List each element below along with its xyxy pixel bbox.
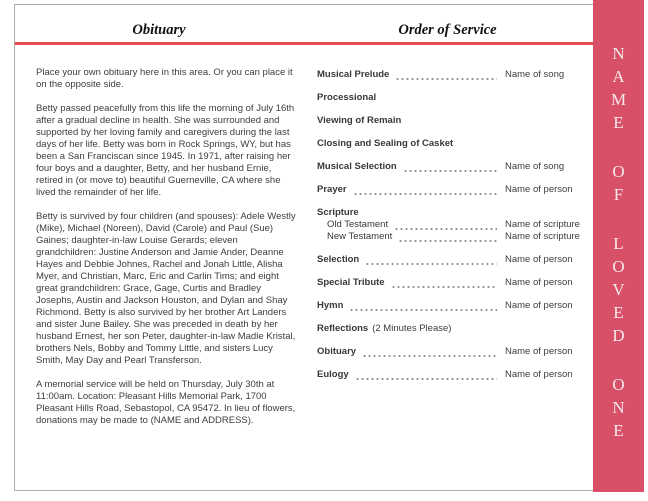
name-strip-letters	[593, 0, 644, 442]
strip-letter: D	[612, 325, 625, 345]
order-of-service-header: Order of Service	[398, 22, 497, 38]
service-item-value: Name of scripture	[505, 231, 580, 242]
strip-word	[612, 160, 624, 206]
obituary-header: Obituary	[132, 22, 186, 38]
dotted-leader	[362, 353, 497, 357]
service-item-label: Selection	[317, 254, 360, 265]
service-row-prayer	[317, 184, 585, 196]
service-row-hymn	[317, 300, 585, 312]
service-subrow-old-testament	[317, 219, 585, 231]
service-row-selection	[317, 254, 585, 266]
service-row-scripture-group	[317, 207, 585, 243]
obituary-paragraph: Betty passed peacefully from this life the morning of July 16th after a gradual decline in health. She was surrounded and supported by her loving family and caregivers during the last days of her life. Betty was born in Rock Springs, WY, but has been a San Franciscan since 1945. In 1971, after raising her four boys and a daughter, Betty, and her husband Ernie, retired in (or move to) beautiful Guerneville, CA where she lived the remainder of her life.	[36, 103, 295, 198]
dotted-leader	[398, 238, 497, 242]
service-item-note: (2 Minutes Please)	[372, 323, 452, 334]
order-of-service-section	[317, 69, 585, 392]
strip-letter: N	[612, 397, 625, 417]
dotted-leader	[403, 168, 497, 172]
strip-letter: O	[612, 256, 625, 276]
service-item-label: Viewing of Remain	[317, 115, 402, 126]
strip-word	[612, 373, 624, 442]
service-subrow-new-testament	[317, 231, 585, 243]
service-item-value: Name of person	[505, 277, 573, 288]
name-strip	[593, 0, 644, 492]
service-row-closing-casket	[317, 138, 585, 150]
service-item-label: Obituary	[317, 346, 357, 357]
service-item-label: Musical Selection	[317, 161, 397, 172]
obituary-section	[36, 67, 296, 439]
service-item-value: Name of person	[505, 254, 573, 265]
service-row-musical-selection	[317, 161, 585, 173]
service-item-label: Closing and Sealing of Casket	[317, 138, 454, 149]
dotted-leader	[365, 261, 497, 265]
dotted-leader	[349, 307, 497, 311]
service-row-processional	[317, 92, 585, 104]
service-item-value: Name of scripture	[505, 219, 580, 230]
strip-letter: E	[613, 112, 624, 132]
strip-letter: M	[610, 89, 627, 109]
service-item-value: Name of song	[505, 69, 565, 80]
service-item-value: Name of person	[505, 184, 573, 195]
dotted-leader	[355, 376, 497, 380]
service-item-label: Prayer	[317, 184, 347, 195]
service-item-label: Eulogy	[317, 369, 349, 380]
strip-letter: L	[613, 233, 624, 253]
service-subitem-label: New Testament	[327, 231, 393, 242]
service-item-label: Hymn	[317, 300, 344, 311]
service-item-label: Reflections	[317, 323, 369, 334]
service-item-value: Name of person	[505, 346, 573, 357]
strip-letter: E	[613, 302, 624, 322]
dotted-leader	[391, 284, 497, 288]
dotted-leader	[353, 191, 497, 195]
service-item-label: Scripture	[317, 207, 359, 218]
strip-letter: E	[613, 420, 624, 440]
strip-word	[612, 232, 624, 347]
service-row-musical-prelude	[317, 69, 585, 81]
service-row-scripture	[317, 207, 585, 219]
service-row-special-tribute	[317, 277, 585, 289]
strip-letter: N	[612, 43, 625, 63]
strip-word	[611, 42, 626, 134]
dotted-leader	[395, 76, 497, 80]
service-item-value: Name of person	[505, 369, 573, 380]
service-item-label: Special Tribute	[317, 277, 385, 288]
service-item-label: Processional	[317, 92, 377, 103]
service-item-value: Name of song	[505, 161, 565, 172]
strip-letter: F	[613, 184, 624, 204]
strip-letter: A	[612, 66, 625, 86]
service-row-eulogy	[317, 369, 585, 381]
obituary-paragraph: Betty is survived by four children (and spouses): Adele Westly (Mike), Michael (Noreen), David (Carole) and Paul (Sue) Gaines; daughter-in-law Louise Gerards; eleven grandchildren: Justine Anderson and Jamie Ander, Deanne Hayes and Debbie Johnes, Rachel and Jonah Little, Alisha Myer, and Christian, Marc, Eric and Carlin Tims; and eight great grandchildren: Grace, Gage, Curtis and Bradley Josephs, Austin and Jackson Houston, and Dylan and Shay Richmond. Betty is also survived by her brother Art Landers and sister June Bailey. She was preceded in death by her husband Ernest, her son Peter, daughter-in-law Madie Kristal, brothers Nels, Bobby and Tommy Little, and sisters Lucy Smith, May Day and Pearl Transferson.	[36, 211, 296, 366]
service-subitem-label: Old Testament	[327, 219, 389, 230]
service-item-label: Musical Prelude	[317, 69, 390, 80]
service-row-reflections	[317, 323, 585, 335]
service-row-viewing	[317, 115, 585, 127]
red-divider	[15, 42, 593, 45]
obituary-paragraph: A memorial service will be held on Thursday, July 30th at 11:00am. Location: Pleasant Hills Memorial Park, 1700 Pleasant Hills Road, Sebastopol, CA 95472. In lieu of flowers, donations may be made to (NAME and ADDRESS).	[36, 379, 296, 426]
strip-letter: V	[612, 279, 625, 299]
obituary-paragraph: Place your own obituary here in this area. Or you can place it on the opposite side.	[36, 67, 293, 90]
strip-letter: O	[612, 374, 625, 394]
service-item-value: Name of person	[505, 300, 573, 311]
service-row-obituary	[317, 346, 585, 358]
dotted-leader	[394, 226, 497, 230]
strip-letter: O	[612, 161, 625, 181]
